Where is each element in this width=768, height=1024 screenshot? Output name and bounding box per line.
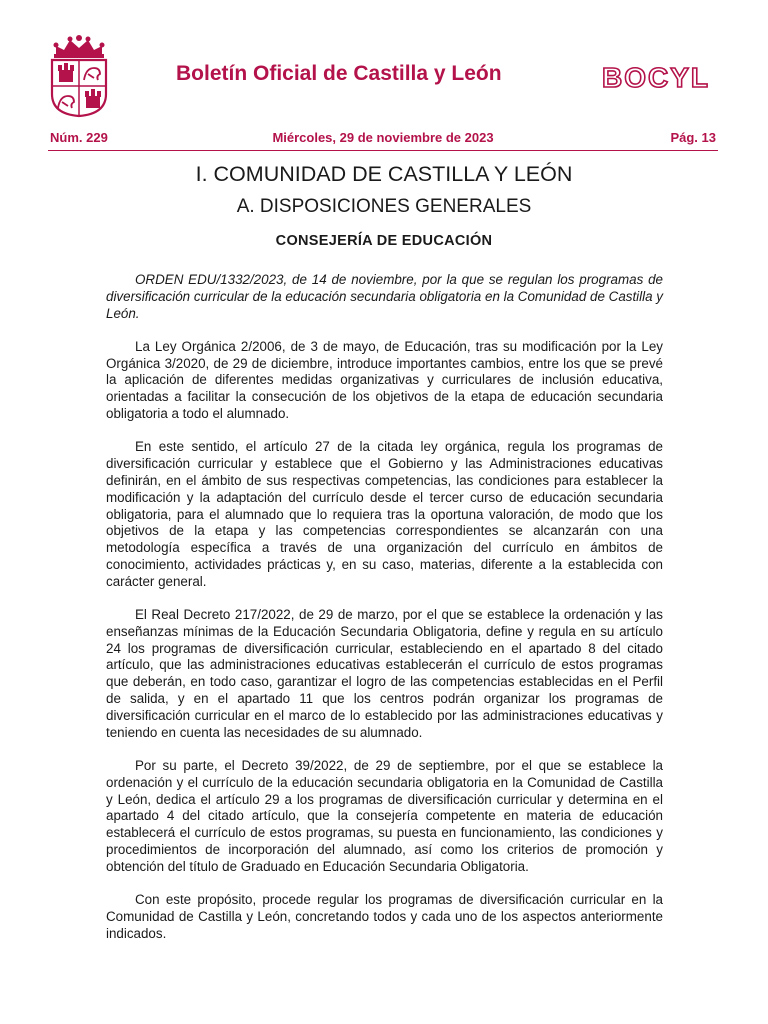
document-body	[106, 272, 663, 959]
department-heading: CONSEJERÍA DE EDUCACIÓN	[275, 233, 493, 249]
section-heading: I. COMUNIDAD DE CASTILLA Y LEÓN	[195, 162, 573, 186]
page-number: Pág. 13	[670, 130, 716, 145]
coat-of-arms-icon	[48, 34, 110, 118]
page-header	[48, 34, 720, 118]
bocyl-logo	[592, 62, 720, 92]
order-title: ORDEN EDU/1332/2023, de 14 de noviembre, por la que se regulan los programas de diversificación curricular de la educación secundaria obligatoria en la Comunidad de Castilla y León.	[106, 272, 663, 321]
body-paragraph: La Ley Orgánica 2/2006, de 3 de mayo, de Educación, tras su modificación por la Ley Orgánica 3/2020, de 29 de diciembre, introduce importantes cambios, entre los que se prevé la aplicación de diferentes medidas organizativas y curriculares de inclusión educativa, orientadas a facilitar la consecución de los objetivos de la etapa de educación secundaria obligatoria a todo el alumnado.	[106, 338, 663, 422]
bocyl-logo-text: BOCYL	[602, 62, 710, 92]
issue-number: Núm. 229	[50, 130, 108, 145]
subsection-heading: A. DISPOSICIONES GENERALES	[236, 196, 532, 217]
bulletin-title: Boletín Oficial de Castilla y León	[176, 62, 502, 85]
body-paragraph: Con este propósito, procede regular los programas de diversificación curricular en la Comunidad de Castilla y León, concretando todos y cada uno de los aspectos anteriormente indicados.	[106, 892, 663, 941]
issue-meta-bar	[48, 128, 718, 151]
issue-date: Miércoles, 29 de noviembre de 2023	[272, 130, 494, 145]
body-paragraph: El Real Decreto 217/2022, de 29 de marzo, por el que se establece la ordenación y las enseñanzas mínimas de la Educación Secundaria Obligatoria, define y regula en su artículo 24 los programas de diversificación curricular, estableciendo en el apartado 8 del citado artículo, que las administraciones educativas establecerán el currículo de estos programas que deberán, en todo caso, garantizar el logro de las competencias establecidas en el Perfil de salida, y en el apartado 11 que los centros podrán organizar los programas de diversificación curricular en el marco de lo establecido por las administraciones educativas y teniendo en cuenta las necesidades de su alumnado.	[106, 607, 663, 740]
body-paragraph: Por su parte, el Decreto 39/2022, de 29 de septiembre, por el que se establece la ordenación y el currículo de la educación secundaria obligatoria en la Comunidad de Castilla y León, dedica el artículo 29 a los programas de diversificación curricular y determina en el apartado 4 del citado artículo, que la consejería competente en materia de educación establecerá el currículo de estos programas, su puesta en funcionamiento, las condiciones y procedimientos de incorporación del alumnado, así como los criterios de promoción y obtención del título de Graduado en Educación Secundaria Obligatoria.	[106, 757, 663, 874]
body-paragraph: En este sentido, el artículo 27 de la citada ley orgánica, regula los programas de diversificación curricular y establece que el Gobierno y las Administraciones educativas definirán, en el ámbito de sus respectivas competencias, las condiciones para establecer la modificación y la adaptación del currículo desde el tercer curso de educación secundaria obligatoria, para el alumnado que lo requiera tras la oportuna valoración, de modo que los objetivos de la etapa y las competencias correspondientes se alcanzarán con una metodología específica a través de una organización del currículo en ámbitos de conocimiento, actividades prácticas y, en su caso, materias, diferente a la establecida con carácter general.	[106, 439, 663, 589]
